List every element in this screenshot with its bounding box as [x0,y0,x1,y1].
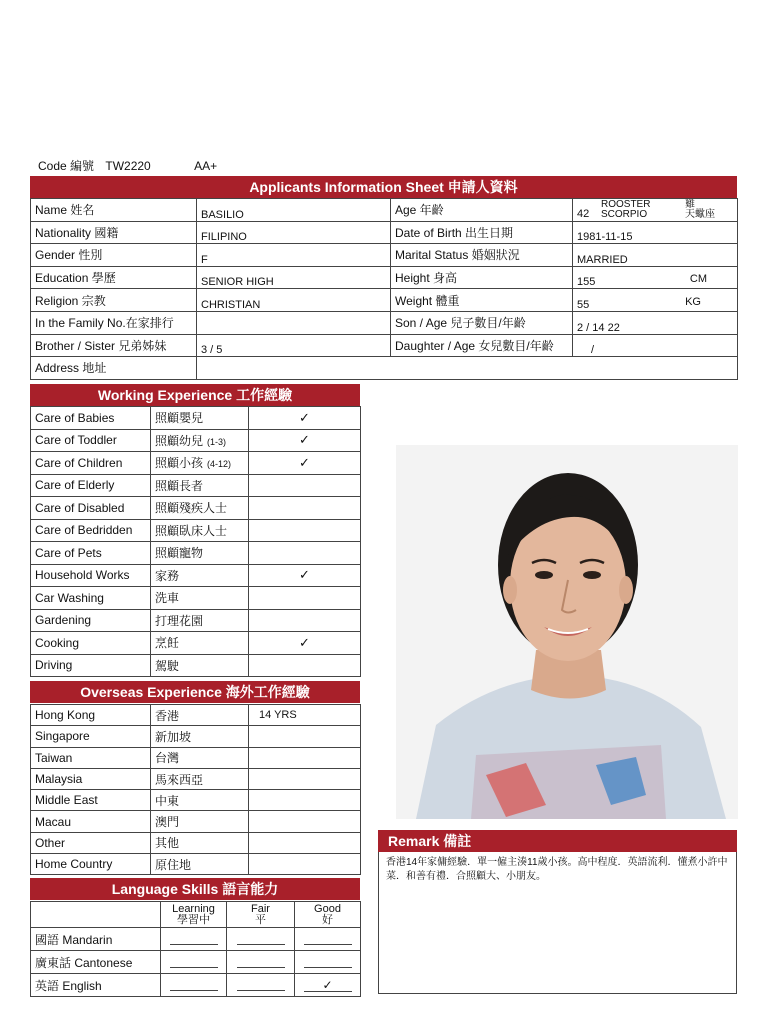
work-item-en: Care of Toddler [31,429,151,452]
language-learning-mark [170,977,218,991]
language-header: Language Skills 語言能力 [30,878,360,900]
address-label: Address 地址 [31,357,197,380]
overseas-country-cn: 新加坡 [151,726,249,747]
work-item-cn-cell [151,564,249,587]
work-item-note: (4-12) [207,459,232,470]
work-item-check [249,609,361,632]
work-item-check [249,474,361,497]
work-item-cn: 照顧寵物 [155,546,204,561]
language-fair-cell [227,974,295,997]
work-row [31,452,361,475]
zodiac-animal: ROOSTER [601,199,651,210]
family-no-value [197,311,391,334]
applicant-header: Applicants Information Sheet 申請人資料 [30,176,737,198]
work-item-en: Care of Babies [31,407,151,430]
work-item-check [249,497,361,520]
overseas-country-cn: 中東 [151,790,249,811]
work-item-cn: 照顧殘疾人士 [155,501,228,516]
work-item-cn-cell [151,452,249,475]
work-item-check: ✓ [249,452,361,475]
sibling-label: Brother / Sister 兄弟姊妹 [31,334,197,357]
work-item-cn: 照顧長者 [155,478,204,493]
overseas-country-cn: 馬來西亞 [151,768,249,789]
language-row [31,951,361,974]
gender-value: F [197,244,391,267]
language-learning-cell [161,974,227,997]
work-item-en: Care of Bedridden [31,519,151,542]
language-name: 國語 Mandarin [31,928,161,951]
marital-label: Marital Status 婚姻狀況 [391,244,573,267]
work-item-en: Care of Pets [31,542,151,565]
overseas-years [249,768,361,789]
col-learning [161,902,227,928]
nationality-value: FILIPINO [197,221,391,244]
work-item-cn: 照顧幼兒 [155,433,204,448]
work-item-en: Care of Children [31,452,151,475]
language-good-mark [304,954,352,968]
work-item-note: (1-3) [207,436,227,447]
col-learning-en: Learning [172,902,215,915]
name-value: BASILIO [197,199,391,222]
language-good-mark: ✓ [304,978,352,992]
col-good-en: Good [314,902,341,915]
overseas-country-en: Malaysia [31,768,151,789]
language-fair-mark [237,954,285,968]
work-item-en: Driving [31,654,151,677]
work-item-cn: 打理花園 [155,613,204,628]
overseas-row [31,832,361,853]
overseas-header: Overseas Experience 海外工作經驗 [30,681,360,703]
language-learning-mark [170,931,218,945]
code-label: Code 編號 [38,159,95,173]
overseas-table [30,704,361,875]
overseas-country-en: Macau [31,811,151,832]
work-item-check [249,654,361,677]
col-fair [227,902,295,928]
work-table [30,406,361,677]
work-item-cn: 照顧臥床人士 [155,523,228,538]
overseas-row [31,811,361,832]
language-table [30,901,361,997]
col-good [295,902,361,928]
language-row [31,974,361,997]
language-name: 英語 English [31,974,161,997]
work-item-en: Care of Elderly [31,474,151,497]
overseas-country-cn: 台灣 [151,747,249,768]
work-row [31,519,361,542]
overseas-country-en: Taiwan [31,747,151,768]
language-fair-mark [237,931,285,945]
overseas-country-en: Other [31,832,151,853]
work-item-check [249,587,361,610]
col-learning-cn: 學習中 [177,913,210,926]
overseas-country-en: Home Country [31,854,151,875]
overseas-years [249,790,361,811]
zodiac-animal-cn: 雞 [685,199,695,210]
work-item-cn-cell [151,654,249,677]
daughter-value: / [573,334,738,357]
religion-label: Religion 宗教 [31,289,197,312]
overseas-years [249,747,361,768]
overseas-country-cn: 原住地 [151,854,249,875]
sibling-value: 3 / 5 [197,334,391,357]
work-item-cn-cell [151,632,249,655]
language-good-cell [295,951,361,974]
work-item-en: Gardening [31,609,151,632]
work-item-cn-cell [151,407,249,430]
language-name-col [31,902,161,928]
applicant-table [30,198,738,380]
work-item-cn-cell [151,542,249,565]
height-unit: CM [689,273,707,286]
overseas-years [249,811,361,832]
work-item-cn: 烹飪 [155,636,180,651]
language-fair-mark [237,977,285,991]
work-item-cn-cell [151,587,249,610]
height-label: Height 身高 [391,266,573,289]
work-item-check: ✓ [249,564,361,587]
overseas-row [31,768,361,789]
code-value: TW2220 [105,159,151,173]
overseas-country-en: Singapore [31,726,151,747]
work-item-check [249,519,361,542]
work-item-en: Household Works [31,564,151,587]
nationality-label: Nationality 國籍 [31,221,197,244]
work-item-cn-cell [151,519,249,542]
col-good-cn: 好 [322,913,333,926]
work-item-check: ✓ [249,407,361,430]
work-header: Working Experience 工作經驗 [30,384,360,406]
family-no-label: In the Family No.在家排行 [31,311,197,334]
work-row [31,474,361,497]
code-line [38,157,225,174]
weight-value: 55 [577,298,590,311]
height-cell [573,266,738,289]
religion-value: CHRISTIAN [197,289,391,312]
overseas-country-cn: 香港 [151,705,249,726]
portrait-image [396,445,738,819]
marital-value: MARRIED [573,244,738,267]
overseas-country-en: Hong Kong [31,705,151,726]
work-item-check [249,542,361,565]
work-row [31,564,361,587]
overseas-years: 14 YRS [249,705,361,726]
work-item-cn: 家務 [155,568,180,583]
col-fair-en: Fair [251,902,270,915]
language-good-cell [295,974,361,997]
work-item-check: ✓ [249,429,361,452]
language-row [31,928,361,951]
work-row [31,632,361,655]
work-item-cn: 駕駛 [155,658,180,673]
work-row [31,407,361,430]
language-learning-cell [161,951,227,974]
daughter-label: Daughter / Age 女兒數目/年齡 [391,334,573,357]
weight-cell [573,289,738,312]
star-sign: SCORPIO [601,209,648,220]
language-fair-cell [227,951,295,974]
work-item-en: Care of Disabled [31,497,151,520]
age-zodiac-cell [573,199,738,222]
language-learning-cell [161,928,227,951]
work-item-cn: 照顧小孩 [155,456,204,471]
language-learning-mark [170,954,218,968]
work-item-cn: 洗車 [155,591,180,606]
son-value: 2 / 14 22 [573,311,738,334]
star-sign-cn: 天蠍座 [685,209,715,220]
dob-value: 1981-11-15 [573,221,738,244]
language-good-mark [304,931,352,945]
son-label: Son / Age 兒子數目/年齡 [391,311,573,334]
work-item-en: Car Washing [31,587,151,610]
weight-label: Weight 體重 [391,289,573,312]
education-label: Education 學歷 [31,266,197,289]
work-row [31,497,361,520]
overseas-years [249,726,361,747]
work-item-en: Cooking [31,632,151,655]
remark-box [378,830,737,994]
overseas-country-cn: 澳門 [151,811,249,832]
language-name: 廣東話 Cantonese [31,951,161,974]
dob-label: Date of Birth 出生日期 [391,221,573,244]
work-row [31,542,361,565]
overseas-row [31,854,361,875]
work-item-cn-cell [151,609,249,632]
height-value: 155 [577,276,596,289]
work-row [31,429,361,452]
work-item-check: ✓ [249,632,361,655]
age-label: Age 年齡 [391,199,573,222]
work-item-cn-cell [151,497,249,520]
work-row [31,654,361,677]
overseas-row [31,726,361,747]
work-row [31,587,361,610]
work-row [31,609,361,632]
address-value [197,357,738,380]
work-item-cn-cell [151,474,249,497]
overseas-years [249,854,361,875]
overseas-row [31,747,361,768]
name-label: Name 姓名 [31,199,197,222]
weight-unit: KG [685,295,701,308]
remark-header: Remark 備註 [378,830,737,852]
overseas-years [249,832,361,853]
remark-text: 香港14年家傭經驗．單一僱主湊11歲小孩。高中程度．英語流利．懂煮小許中菜．和善有禮．合照顧大、小朋友。 [386,857,728,882]
work-item-cn: 照顧嬰兒 [155,411,204,426]
gender-label: Gender 性別 [31,244,197,267]
education-value: SENIOR HIGH [197,266,391,289]
col-fair-cn: 平 [255,913,266,926]
grade-value: AA+ [194,159,218,173]
overseas-row [31,705,361,726]
language-good-cell [295,928,361,951]
age-value: 42 [577,207,590,220]
overseas-country-cn: 其他 [151,832,249,853]
language-fair-cell [227,928,295,951]
overseas-country-en: Middle East [31,790,151,811]
applicant-photo [396,445,738,819]
work-item-cn-cell [151,429,249,452]
overseas-row [31,790,361,811]
